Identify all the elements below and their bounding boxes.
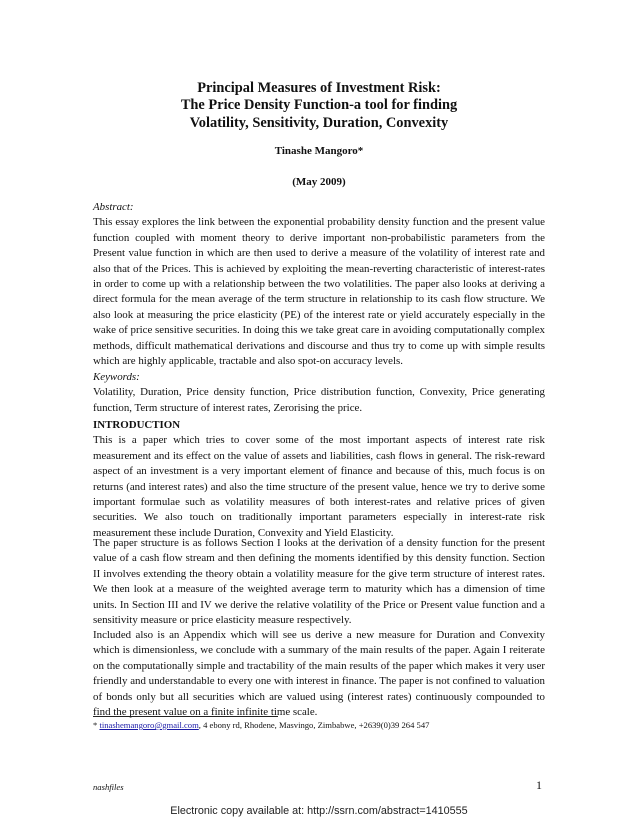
page-number: 1 <box>536 778 542 792</box>
footnote-divider <box>93 716 278 717</box>
abstract-section <box>93 200 545 369</box>
author-email-link[interactable]: tinashemangoro@gmail.com <box>99 720 199 730</box>
footnote-marker: * <box>93 720 98 730</box>
paper-title <box>0 80 638 132</box>
author-name: Tinashe Mangoro* <box>274 145 364 157</box>
footnote-address: , 4 ebony rd, Rhodene, Masvingo, Zimbabwe, +2639(0)39 264 547 <box>198 720 430 730</box>
title-line-2: The Price Density Function-a tool for finding <box>180 97 458 114</box>
publication-date: (May 2009) <box>292 176 346 188</box>
introduction-paragraph-3: Included also is an Appendix which will see us derive a new measure for Duration and Convexity which is dimensionless, we conclude with a summary of the main results of the paper. Again I reiterate on the computationally simple and tractability of the main results of the paper which makes it very user friendly and understandable to every one with interest in finance. The paper is not confined to valuation of bonds only but all securities which are valued using (interest rates) continuously compounded to find the present value on a finite infinite time scale. <box>93 629 545 719</box>
title-line-3: Volatility, Sensitivity, Duration, Convexity <box>189 114 449 131</box>
title-line-1: Principal Measures of Investment Risk: <box>197 80 441 96</box>
ssrn-notice: Electronic copy available at: http://ssrn.com/abstract=1410555 <box>170 805 468 817</box>
abstract-label: Abstract: <box>93 201 134 213</box>
abstract-text: This essay explores the link between the exponential probability density function and the present value function coupled with moment theory to derive important non-probabilistic parameters from the Present value function in which are then used to derive a measure of the volatility of interest rate and also that of the Prices. This is achieved by exploiting the mean-reverting characteristic of interest-rates in order to come up with a relationship between the two volatilities. The paper also looks at deriving a direct formula for the mean average of the term structure in relationship to its cash flow structure. We also look at measuring the price elasticity (PE) of the interest rate or yield accurately especially in the wake of price sensitive securities. In doing this we take great care in avoiding computationally complex methods, difficult mathematical derivations and discourse and thus try to come up with simple results which are highly applicable, tractable and also spot-on accuracy levels. <box>93 216 545 368</box>
introduction-section <box>93 418 545 541</box>
keywords-label: Keywords: <box>93 371 140 383</box>
introduction-paragraph-1: This is a paper which tries to cover some of the most important aspects of interest rate risk measurement and its effect on the value of assets and liabilities, cash flows in general. The risk-reward aspect of an investment is a very important element of finance and because of this, much focus is on returns (and interest rates) and also the time structure of the present value, hence we try to derive some important formulae such as volatility measures of both interest-rates and relative prices of given securities. We also touch on traditionally important parameters especially in interest-rate risk measurement these include Duration, Convexity and Yield Elasticity. <box>93 434 545 539</box>
introduction-paragraph-2: The paper structure is as follows Section I looks at the derivation of a density function for the present value of a cash flow stream and then defining the moments identified by this density function. Section II involves extending the theory obtain a volatility measure for the give term structure of interest rates. We then look at a measure of the weighted average term to maturity which has a dimension of time units. In Section III and IV we derive the relative volatility of the Price or Present value function and a sensitivity measure or price elasticity measure respectively. <box>93 537 545 627</box>
keywords-section <box>93 370 545 416</box>
author-footnote <box>93 720 553 731</box>
keywords-text: Volatility, Duration, Price density function, Price distribution function, Convexity, Price generating function, Term structure of interest rates, Zerorising the price. <box>93 386 545 414</box>
introduction-heading: INTRODUCTION <box>93 419 181 431</box>
running-footer: nashfiles <box>93 782 124 792</box>
